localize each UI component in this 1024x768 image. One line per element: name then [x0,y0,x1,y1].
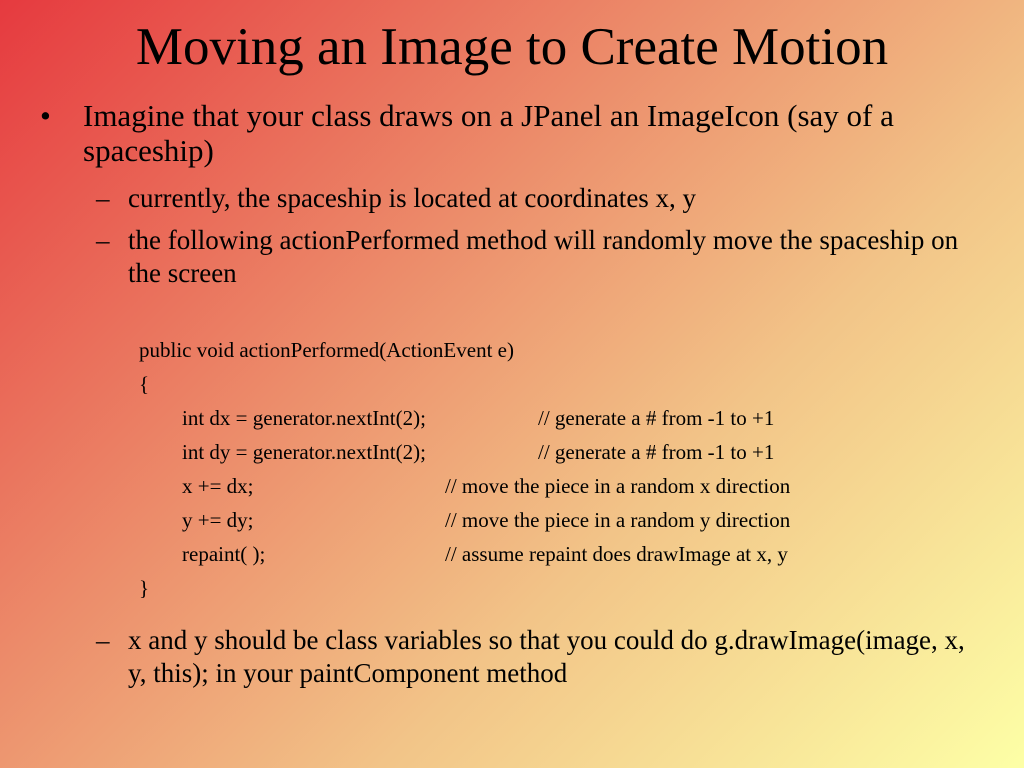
main-bullet [40,98,1000,168]
code-comment: // assume repaint does drawImage at x, y [445,542,788,566]
bullet-marker: • [40,98,51,133]
code-statement: y += dy; [182,508,254,532]
code-statement: public void actionPerformed(ActionEvent e) [139,338,514,362]
sub-bullet-action-performed [96,224,976,290]
code-statement: { [139,372,150,396]
dash-marker: – [96,225,110,255]
code-statement: int dx = generator.nextInt(2); [182,406,426,430]
code-statement: repaint( ); [182,542,266,566]
sub-bullet-text: x and y should be class variables so that you could do g.drawImage(image, x, y, this); in your paintComponent method [128,625,965,688]
code-comment: // generate a # from -1 to +1 [538,406,775,430]
dash-marker: – [96,625,110,655]
code-statement: int dy = generator.nextInt(2); [182,440,426,464]
sub-bullet-text: the following actionPerformed method will randomly move the spaceship on the screen [128,225,959,288]
code-comment: // move the piece in a random y direction [445,508,791,532]
slide-title: Moving an Image to Create Motion [135,18,889,76]
sub-bullet-class-variables [96,624,976,690]
code-comment: // generate a # from -1 to +1 [538,440,775,464]
code-statement: } [139,576,150,600]
bullet-text: Imagine that your class draws on a JPanel an ImageIcon (say of a spaceship) [83,98,894,168]
sub-bullet-location [96,182,976,215]
sub-bullet-text: currently, the spaceship is located at coordinates x, y [128,183,697,213]
dash-marker: – [96,183,110,213]
code-statement: x += dx; [182,474,254,498]
code-comment: // move the piece in a random x direction [445,474,791,498]
